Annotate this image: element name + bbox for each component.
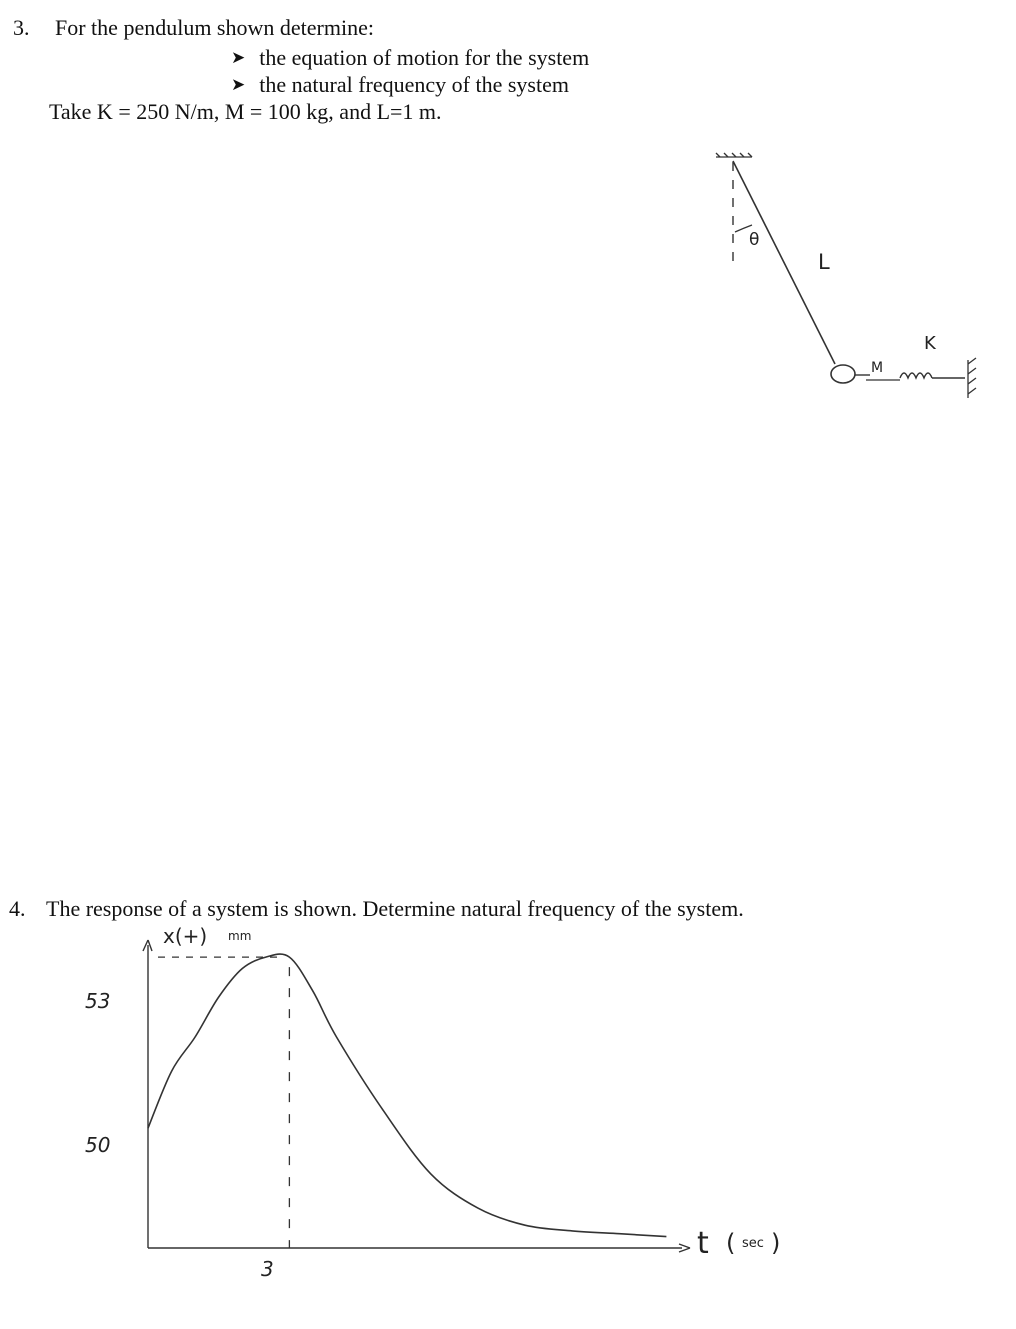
arrow-bullet-icon: ➤ — [231, 48, 246, 67]
x-tick-label: 3 — [261, 1257, 274, 1281]
y-axis — [143, 940, 152, 1248]
spring-label: K — [924, 333, 936, 354]
question-4-prompt: The response of a system is shown. Determine natural frequency of the system. — [46, 896, 744, 921]
y-tick-label: 53 — [85, 989, 111, 1013]
question-4-number: 4. — [9, 896, 26, 921]
mass-label: M — [871, 360, 884, 376]
x-axis-unit-open-paren: ( — [726, 1229, 736, 1257]
response-curve — [148, 954, 666, 1237]
y-axis-unit: mm — [228, 929, 252, 943]
question-3-number: 3. — [13, 15, 30, 40]
length-label: L — [818, 250, 830, 274]
y-axis-label: x(+) — [163, 924, 208, 948]
y-tick-label: 50 — [85, 1133, 111, 1157]
x-axis — [148, 1244, 690, 1252]
theta-label: θ — [749, 230, 760, 250]
question-3-given-values: Take K = 250 N/m, M = 100 kg, and L=1 m. — [49, 99, 442, 124]
x-axis-label: t — [697, 1226, 709, 1261]
question-3-prompt: For the pendulum shown determine: — [55, 15, 374, 40]
bullet-text: the natural frequency of the system — [259, 72, 569, 97]
arrow-bullet-icon: ➤ — [231, 75, 246, 94]
x-axis-unit: sec — [742, 1236, 764, 1251]
bullet-text: the equation of motion for the system — [259, 45, 590, 70]
x-axis-unit-close-paren: ) — [771, 1229, 781, 1257]
